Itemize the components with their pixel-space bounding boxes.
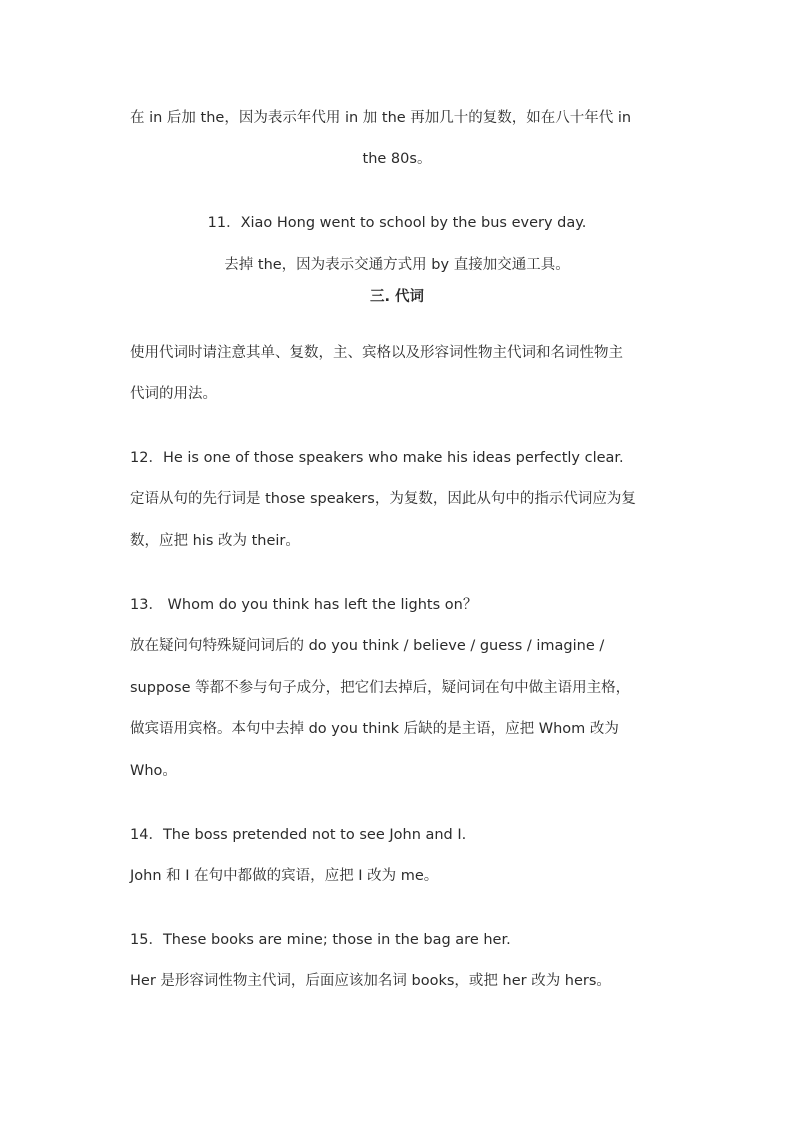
answer-11: 去掉 the，因为表示交通方式用 by 直接加交通工具。: [224, 257, 570, 273]
paragraph-line: 使用代词时请注意其单、复数，主、宾格以及形容词性物主代词和名词性物主: [130, 345, 623, 361]
answer-14: John 和 I 在句中都做的宾语，应把 I 改为 me。: [130, 868, 439, 884]
answer-13-line: 做宾语用宾格。本句中去掉 do you think 后缺的是主语，应把 Whom 改为: [130, 721, 619, 737]
answer-15: Her 是形容词性物主代词，后面应该加名词 books，或把 her 改为 hers。: [130, 973, 611, 989]
question-14: 14．The boss pretended not to see John and I.: [130, 827, 467, 843]
question-13: 13． Whom do you think has left the lights on？: [130, 597, 478, 613]
answer-13-line: Who。: [130, 763, 177, 779]
question-11: 11．Xiao Hong went to school by the bus every day.: [207, 215, 587, 231]
question-12: 12．He is one of those speakers who make his ideas perfectly clear.: [130, 450, 624, 466]
answer-12-line: 数，应把 his 改为 their。: [130, 533, 300, 549]
paragraph-line: 代词的用法。: [130, 386, 217, 402]
answer-13-line: suppose 等都不参与句子成分，把它们去掉后，疑问词在句中做主语用主格，: [130, 680, 631, 696]
answer-12-line: 定语从句的先行词是 those speakers，为复数，因此从句中的指示代词应为复: [130, 491, 636, 507]
answer-13-line: 放在疑问句特殊疑问词后的 do you think / believe / guess / imagine /: [130, 638, 605, 654]
section-heading: 三. 代词: [369, 289, 425, 305]
paragraph-line: the 80s。: [362, 151, 432, 167]
question-15: 15．These books are mine; those in the bag are her.: [130, 932, 511, 948]
paragraph-line: 在 in 后加 the，因为表示年代用 in 加 the 再加几十的复数，如在八十年代 in: [130, 110, 632, 126]
